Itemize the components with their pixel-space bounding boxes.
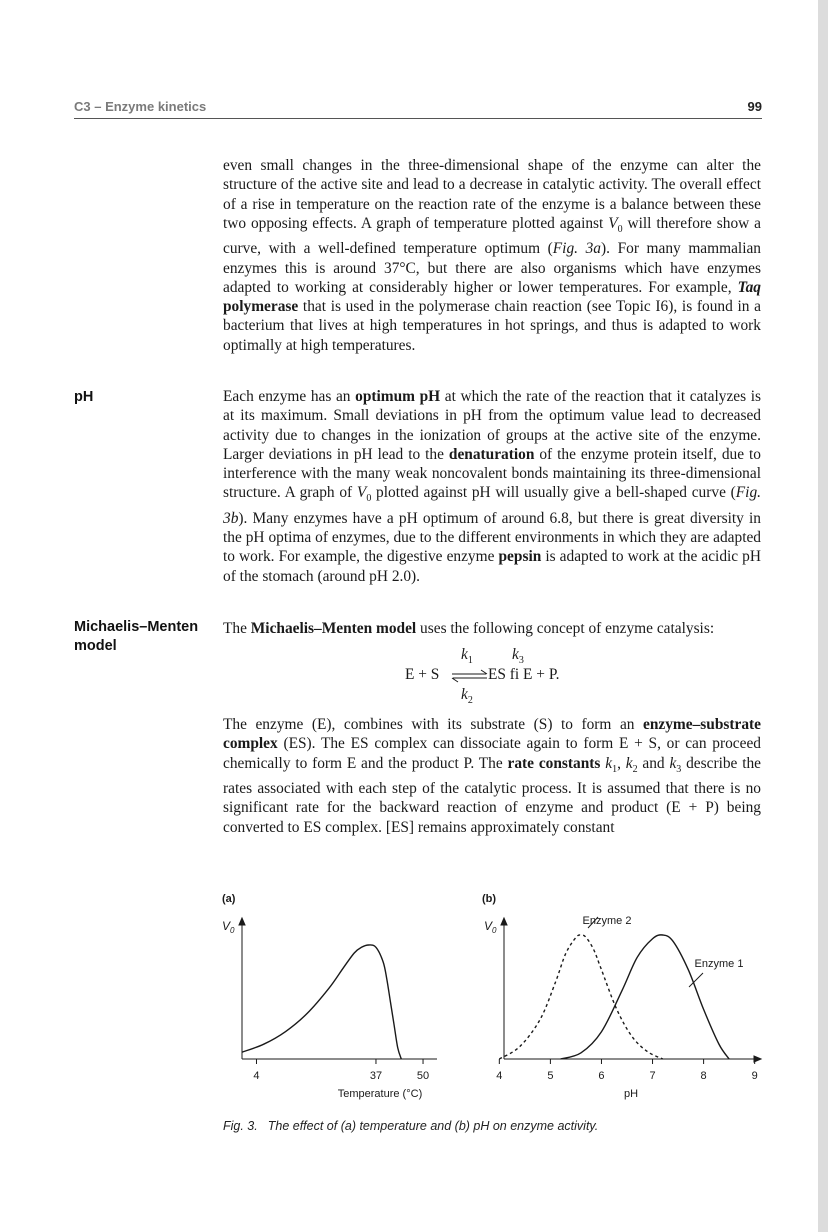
text-run: uses the following concept of enzyme catalysis: — [416, 620, 715, 637]
text-run: 2 — [632, 763, 638, 775]
plot-panel-a — [242, 945, 429, 1082]
temperature-paragraph — [223, 156, 761, 355]
text-run: The — [223, 620, 251, 637]
figure-ref: Fig. 3a — [552, 240, 601, 258]
section-heading-ph: pH — [74, 389, 94, 405]
arrow-up-icon — [501, 918, 507, 925]
tick-label: 4 — [496, 1070, 503, 1082]
reaction-equation — [405, 646, 605, 706]
text-run: , — [617, 754, 626, 772]
mm-body — [223, 715, 761, 837]
caption-number: Fig. 3. — [223, 1119, 258, 1133]
series-label-enzyme-1: Enzyme 1 — [694, 958, 744, 970]
text-run: 3 — [676, 763, 682, 775]
tick-label: 6 — [598, 1070, 605, 1082]
text-run: 0 — [366, 493, 372, 505]
ph-paragraph — [223, 387, 761, 586]
text-run: is adapted to work at the acidic pH of the stomach (around pH 2.0). — [223, 548, 761, 585]
figure-3 — [200, 885, 780, 1110]
rate-constant-k2: $k_2$ — [461, 686, 473, 707]
x-axis-label-a: Temperature (°C) — [337, 1088, 423, 1100]
figure-caption — [223, 1119, 598, 1133]
text-run: of the enzyme protein itself, due to interference with the many weak noncovalent bonds maintaining its three-dimensional structure. A graph of — [223, 445, 761, 502]
text-run: and — [637, 754, 670, 772]
text-run: V — [356, 484, 367, 502]
text-run: describe the rates associated with each step of the catalytic process. It is assumed that there is no significant rate for the backward reaction of enzyme and product (E + P) being converted to ES complex. [ES] remains approximately constant — [223, 754, 762, 836]
term: polymerase — [223, 298, 299, 316]
term: optimum pH — [355, 388, 441, 405]
heading-line: model — [74, 638, 117, 654]
y-axis-label-b: $V_0$ — [484, 919, 497, 935]
text-run: at which the rate of the reaction that it catalyzes is at its maximum. Small deviations in pH from the optimum value lead to decreased activity due to changes in the ionization of groups at the active site of the enzyme. Larger deviations in pH lead to the — [223, 388, 761, 463]
text-run: k — [605, 754, 613, 772]
series-label-enzyme-2: Enzyme 2 — [582, 915, 632, 927]
series-line-panel-a — [242, 945, 401, 1059]
page-edge — [818, 0, 828, 1232]
products: ES fi E + P. — [488, 666, 560, 683]
text-run: (ES). The ES complex can dissociate again to form E + S, or can proceed chemically to form E and the product P. The — [223, 735, 761, 772]
tick-label: 37 — [369, 1070, 383, 1082]
term: Michaelis–Menten model — [250, 620, 417, 637]
text-run: 1 — [612, 763, 618, 775]
chapter-title: C3 – Enzyme kinetics — [74, 99, 207, 114]
text-run: 0 — [617, 223, 623, 235]
section-heading-michaelis-menten — [74, 618, 198, 656]
text-run: plotted against pH will usually give a bell-shaped curve ( — [371, 484, 736, 502]
running-head — [74, 99, 762, 119]
text-run: Each enzyme has an — [223, 388, 356, 405]
plot-panel-b — [496, 935, 757, 1082]
heading-line: Michaelis–Menten — [74, 619, 199, 635]
term: pepsin — [498, 548, 542, 566]
rate-constant-k1: $k_1$ — [461, 646, 473, 667]
text-run: that is used in the polymerase chain reaction (see Topic I6), is found in a bacterium that lives at high temperatures in hot springs, and thus is adapted to work optimally at high temperatures. — [223, 298, 761, 354]
tick-label: 4 — [253, 1070, 260, 1082]
page-number: 99 — [747, 99, 762, 114]
rate-constant-k3: $k_3$ — [512, 646, 524, 667]
text-run: V — [608, 214, 618, 232]
figure-ref: Fig. 3b — [223, 484, 761, 527]
caption-text: The effect of (a) temperature and (b) pH on enzyme activity. — [267, 1119, 599, 1133]
text-run: ). For many mammalian enzymes this is around 37°C, but there are also organisms which have enzymes adapted to working at considerably higher or lower temperatures. For example, — [223, 240, 761, 296]
text-run: k — [625, 754, 633, 772]
panel-b-label: (b) — [482, 893, 497, 905]
header-rule — [74, 118, 762, 119]
tick-label: 9 — [751, 1070, 758, 1082]
text-run: even small changes in the three-dimensional shape of the enzyme can alter the structure of the active site and lead to a decrease in catalytic activity. The overall effect of a rise in temperature on the reaction rate of the enzyme is a balance between these two opposing effects. A graph of temperature plotted against — [223, 157, 761, 232]
tick-label: 50 — [416, 1070, 430, 1082]
text-run: will therefore show a curve, with a well-defined temperature optimum ( — [223, 214, 761, 258]
text-run: ). Many enzymes have a pH optimum of around 6.8, but there is great diversity in the pH optima of enzymes, due to the different environments in which they are adapted to work. For example, the digestive enzyme — [223, 509, 761, 566]
text-run: k — [669, 754, 677, 772]
term: enzyme–substrate complex — [223, 716, 761, 753]
y-axis-label-a: $V_0$ — [222, 919, 235, 935]
text-run: The enzyme (E), combines with its substrate (S) to form an — [223, 716, 644, 733]
term: denaturation — [448, 445, 535, 463]
arrow-up-icon — [239, 918, 245, 925]
x-axis-label-b: pH — [623, 1088, 639, 1100]
tick-label: 5 — [547, 1070, 554, 1082]
equilibrium-arrow-icon — [450, 669, 490, 683]
term: rate constants — [507, 754, 601, 772]
reactants: E + S — [405, 666, 440, 683]
mm-intro — [223, 619, 761, 638]
series-line-enzyme-2 — [499, 935, 662, 1059]
panel-a-label: (a) — [222, 893, 236, 905]
tick-label: 8 — [700, 1070, 707, 1082]
term: Taq — [737, 278, 761, 296]
series-line-enzyme-1 — [561, 935, 730, 1059]
tick-label: 7 — [649, 1070, 656, 1082]
